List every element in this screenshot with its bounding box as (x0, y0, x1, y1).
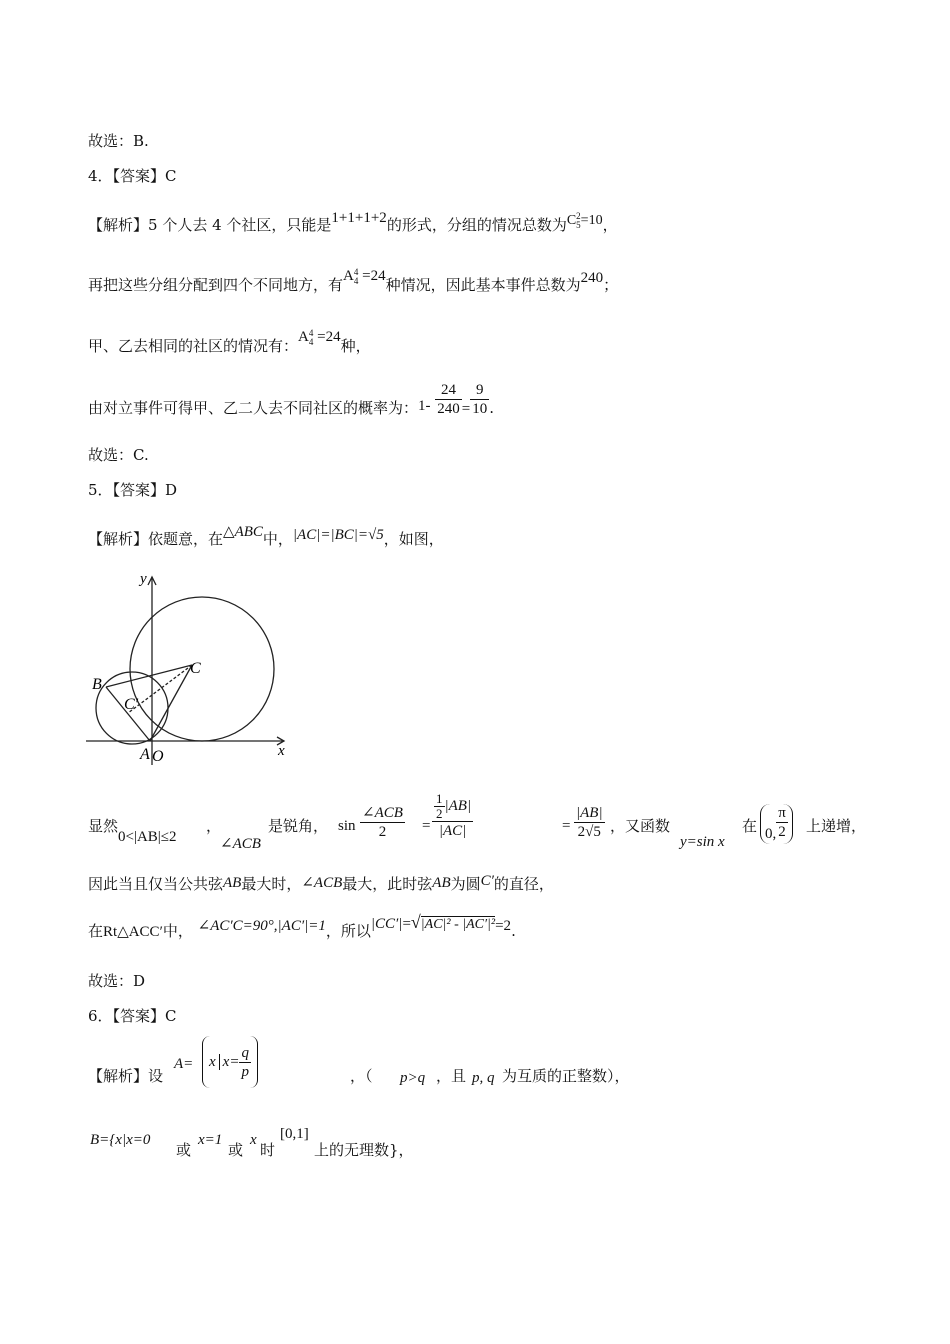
numerator (432, 792, 473, 822)
interval-start: 0, (765, 825, 777, 842)
text: . (489, 399, 495, 417)
text: 的形式，分组的情况总数为 (386, 216, 567, 234)
text: ， (206, 817, 222, 835)
math-arrangement (298, 329, 341, 345)
math-c-prime: C′ (480, 873, 494, 889)
math-angle: ∠ACB (220, 836, 261, 852)
math-ab-range: 0<|AB|≤2 (118, 829, 177, 845)
math-240: 240 (580, 270, 604, 286)
math-set-b: B={x|x=0 (90, 1132, 151, 1148)
segment-bc (106, 665, 192, 687)
q5-choice: 故选：D (88, 972, 146, 990)
q5-heading: 5．【答案】D (88, 481, 178, 499)
fraction-q-p (239, 1044, 251, 1081)
q4-line-2 (88, 266, 619, 296)
denominator: p (241, 1064, 249, 1081)
text: 在 (742, 817, 758, 835)
q5-line-4 (88, 912, 516, 943)
text: 为互质的正整数）， (502, 1067, 630, 1085)
text: ，（ (350, 1067, 373, 1085)
text: 最大时， (241, 875, 302, 893)
denominator: 240 (437, 400, 460, 417)
label-y: y (140, 571, 147, 587)
a-sup: 4 (308, 327, 314, 338)
math-sum: 1+1+1+2 (331, 210, 387, 226)
math-interval (760, 804, 793, 844)
text: 为圆 (450, 875, 481, 893)
label-x: x (278, 743, 285, 759)
text: 在 (88, 922, 104, 940)
q5-line-3 (88, 874, 554, 895)
q4-line-3 (88, 327, 371, 357)
q4-line-4 (88, 381, 495, 419)
denominator: 2 (378, 824, 387, 840)
text: 上递增， (806, 817, 867, 835)
math-set-a: A= (174, 1056, 194, 1072)
fraction-9-10 (470, 381, 489, 418)
math-rt-triangle (103, 924, 163, 940)
text: 5 个人去 4 个社区，只能是 (148, 216, 332, 234)
c-sub: 5 (576, 219, 581, 230)
fraction-one-half (434, 792, 445, 821)
equals: = (461, 401, 471, 417)
text: 中， (162, 922, 193, 940)
fraction-ab-2root5 (574, 804, 605, 841)
denominator: 2 (778, 824, 786, 840)
numerator: |AB| (576, 805, 603, 821)
math-interval-0-1: [0,1] (280, 1126, 309, 1142)
math-one: 1- (418, 398, 431, 414)
denominator: 2√5 (577, 824, 601, 840)
a-symbol: A (298, 329, 309, 345)
text: . (511, 922, 516, 940)
text: 或 (176, 1141, 192, 1159)
text: 因此当且仅当公共弦 (88, 875, 224, 893)
numerator: q (241, 1045, 249, 1062)
label-a: A (140, 746, 150, 763)
math-function: y=sin x (680, 834, 725, 850)
math-p-gt-q: p>q (400, 1070, 426, 1086)
analysis-tag: 【解析】 (88, 1067, 149, 1085)
text: 显然 (88, 817, 119, 835)
denominator: 2 (436, 806, 443, 821)
fraction-pi-2 (776, 804, 788, 841)
geometry-figure (84, 565, 294, 765)
text: 由对立事件可得甲、乙二人去不同社区的概率为： (88, 399, 419, 417)
fraction-big (432, 792, 473, 840)
math-cc-prime: |CC′| (370, 916, 403, 932)
q4-heading: 4．【答案】C (88, 167, 177, 185)
text: 是锐角， (268, 817, 329, 835)
math-triangle: △ABC (223, 524, 263, 540)
analysis-tag: 【解析】 (88, 216, 149, 234)
equals: = (562, 818, 571, 834)
math-combination (566, 210, 603, 230)
numerator: 9 (470, 381, 489, 400)
label-c-prime: C′ (124, 696, 139, 713)
text: 再把这些分组分配到四个不同地方，有 (88, 276, 344, 294)
sin: sin (338, 818, 356, 834)
math-equal-sides: |AC|=|BC|=√5 (292, 527, 384, 543)
a-value: =24 (317, 329, 341, 345)
sqrt-sign: √ (410, 912, 421, 932)
text: 的直径， (493, 875, 554, 893)
sqrt-radicand: |AC|² - |AC′|² (420, 917, 496, 932)
denominator: |AC| (438, 823, 467, 839)
numerator: 1 (436, 791, 443, 806)
equals: = (402, 916, 411, 932)
text: 时 (260, 1141, 276, 1159)
math-x-eq-1: x=1 (198, 1132, 223, 1148)
text: 甲、乙去相同的社区的情况有： (88, 337, 299, 355)
math-p-q: p, q (472, 1070, 495, 1086)
label-c: C (190, 660, 201, 677)
text: 上的无理数}， (314, 1141, 414, 1159)
q6-heading: 6．【答案】C (88, 1007, 177, 1025)
c-value: =10 (580, 213, 603, 228)
math-ab: AB (223, 875, 242, 891)
text: 种， (340, 337, 371, 355)
text: 或 (228, 1141, 244, 1159)
set-var: x (209, 1054, 216, 1070)
text: ，又函数 (610, 817, 671, 835)
analysis-tag: 【解析】 (88, 530, 149, 548)
a-symbol: A (343, 268, 354, 284)
text: ； (603, 276, 619, 294)
text: 依题意，在 (148, 530, 224, 548)
c-symbol: C (566, 213, 577, 228)
numerator: ∠ACB (362, 805, 403, 821)
a-sup: 4 (353, 266, 359, 277)
set-cond: x= (222, 1054, 240, 1070)
text: 最大，此时弦 (342, 875, 433, 893)
label-o: O (152, 748, 164, 765)
math-ab: AB (432, 875, 451, 891)
q3-choice: 故选：B. (88, 132, 149, 150)
segment-ac (150, 665, 192, 741)
text: ，所以 (325, 922, 371, 940)
text: 中， (262, 530, 293, 548)
math-arrangement (343, 268, 386, 284)
math-angle: ∠ACB (301, 875, 343, 891)
math-x: x (250, 1132, 257, 1148)
label-b: B (92, 676, 102, 693)
math-set-braces (202, 1036, 258, 1088)
ab-abs: |AB| (444, 797, 472, 814)
math-result: =2 (495, 918, 512, 934)
a-sub: 4 (308, 336, 314, 347)
q4-line-1 (88, 210, 618, 237)
a-value: =24 (362, 268, 386, 284)
numerator: 24 (435, 381, 462, 400)
denominator: 10 (472, 400, 488, 417)
fraction-half-angle (360, 804, 405, 841)
fraction-24-240 (435, 381, 462, 418)
c-sup: 2 (576, 210, 581, 221)
q5-line-1 (88, 524, 444, 550)
rt-triangle: Rt△ACC′ (103, 924, 163, 940)
numerator: π (778, 805, 786, 821)
equals: = (422, 818, 431, 834)
text: 种情况，因此基本事件总数为 (385, 276, 581, 294)
text: ，如图， (383, 530, 444, 548)
q4-choice: 故选：C. (88, 446, 149, 464)
text: 设 (148, 1067, 164, 1085)
math-right-angle: ∠AC′C=90°,|AC′|=1 (197, 918, 326, 934)
a-sub: 4 (353, 275, 359, 286)
text: ， (602, 216, 618, 234)
q6-line-1 (88, 1045, 630, 1096)
text: ，且 (436, 1067, 467, 1085)
